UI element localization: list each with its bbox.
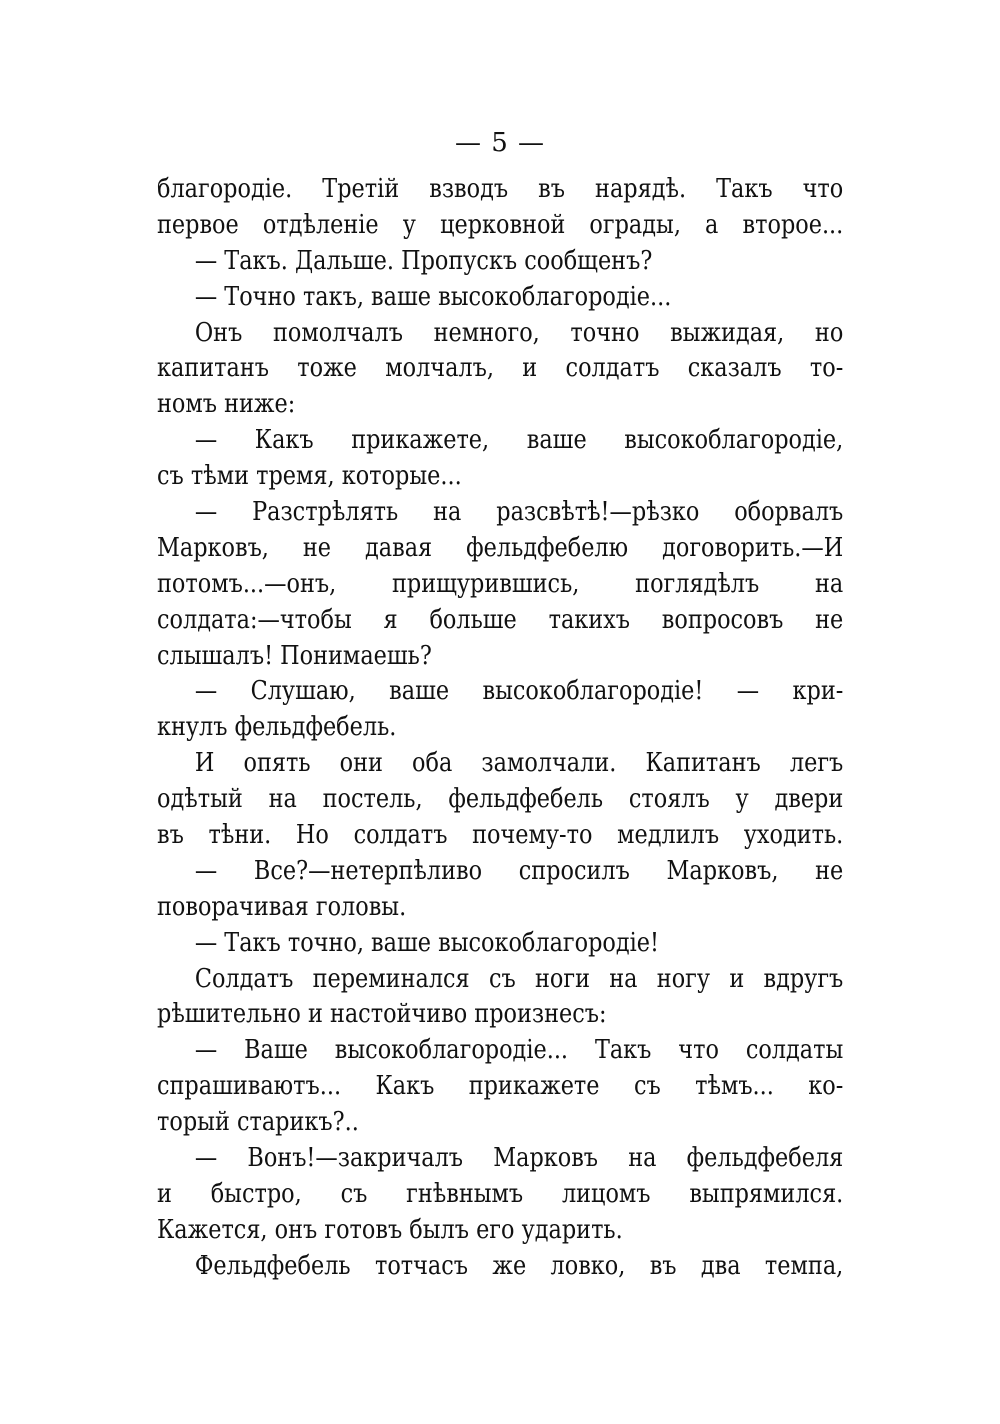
text-line: — Такъ точно, ваше высокоблагородіе! — [194, 927, 659, 958]
text-line: кнулъ фельдфебель. — [157, 712, 397, 743]
text-line: Онъ помолчалъ немного, точно выжидая, но — [194, 317, 844, 348]
text-line: И опять они оба замолчали. Капитанъ легъ — [194, 748, 844, 779]
text-line: — Все?—нетерпѣливо спросилъ Марковъ, не — [194, 855, 844, 886]
text-line: рѣшительно и настойчиво произнесъ: — [157, 999, 607, 1030]
body-text — [157, 172, 844, 1285]
text-line: Фельдфебель тотчасъ же ловко, въ два темпа, — [194, 1250, 844, 1281]
text-line: первое отдѣленіе у церковной ограды, а второе... — [157, 209, 844, 240]
text-line: — Разстрѣлять на разсвѣтѣ!—рѣзко оборвалъ — [194, 497, 844, 528]
text-line: слышалъ! Понимаешь? — [157, 640, 432, 671]
text-line: — Слушаю, ваше высокоблагородіе! — кри- — [194, 676, 844, 707]
text-line: — Ваше высокоблагородіе... Такъ что солдаты — [194, 1035, 844, 1066]
text-line: Солдатъ переминался съ ноги на ногу и вдругъ — [194, 963, 844, 994]
page-number: — 5 — — [454, 128, 546, 158]
text-line: и быстро, съ гнѣвнымъ лицомъ выпрямился. — [157, 1178, 844, 1209]
text-line: — Такъ. Дальше. Пропускъ сообщенъ? — [194, 245, 653, 276]
text-line: поворачивая головы. — [157, 891, 407, 922]
text-line: капитанъ тоже молчалъ, и солдатъ сказалъ то- — [157, 353, 844, 384]
text-line: одѣтый на постель, фельдфебель стоялъ у двери — [157, 784, 844, 815]
text-line: торый старикъ?.. — [157, 1107, 359, 1138]
text-line: съ тѣми тремя, которые... — [157, 461, 462, 492]
text-line: — Точно такъ, ваше высокоблагородіе... — [194, 281, 672, 312]
text-line: спрашиваютъ... Какъ прикажете съ тѣмъ... ко- — [157, 1071, 844, 1102]
text-line: потомъ...—онъ, прищурившись, поглядѣлъ на — [157, 568, 844, 599]
text-line: номъ ниже: — [157, 389, 296, 420]
text-line: Кажется, онъ готовъ былъ его ударить. — [157, 1214, 623, 1245]
text-line: — Вонъ!—закричалъ Марковъ на фельдфебеля — [194, 1143, 844, 1174]
text-line: благородіе. Третій взводъ въ нарядѣ. Такъ что — [157, 174, 844, 204]
text-line: Марковъ, не давая фельдфебелю договорить.—И — [157, 532, 844, 563]
text-line: — Какъ прикажете, ваше высокоблагородіе, — [194, 425, 844, 456]
text-line: въ тѣни. Но солдатъ почему-то медлилъ уходить. — [157, 820, 844, 851]
text-line: солдата:—чтобы я больше такихъ вопросовъ не — [157, 604, 844, 635]
